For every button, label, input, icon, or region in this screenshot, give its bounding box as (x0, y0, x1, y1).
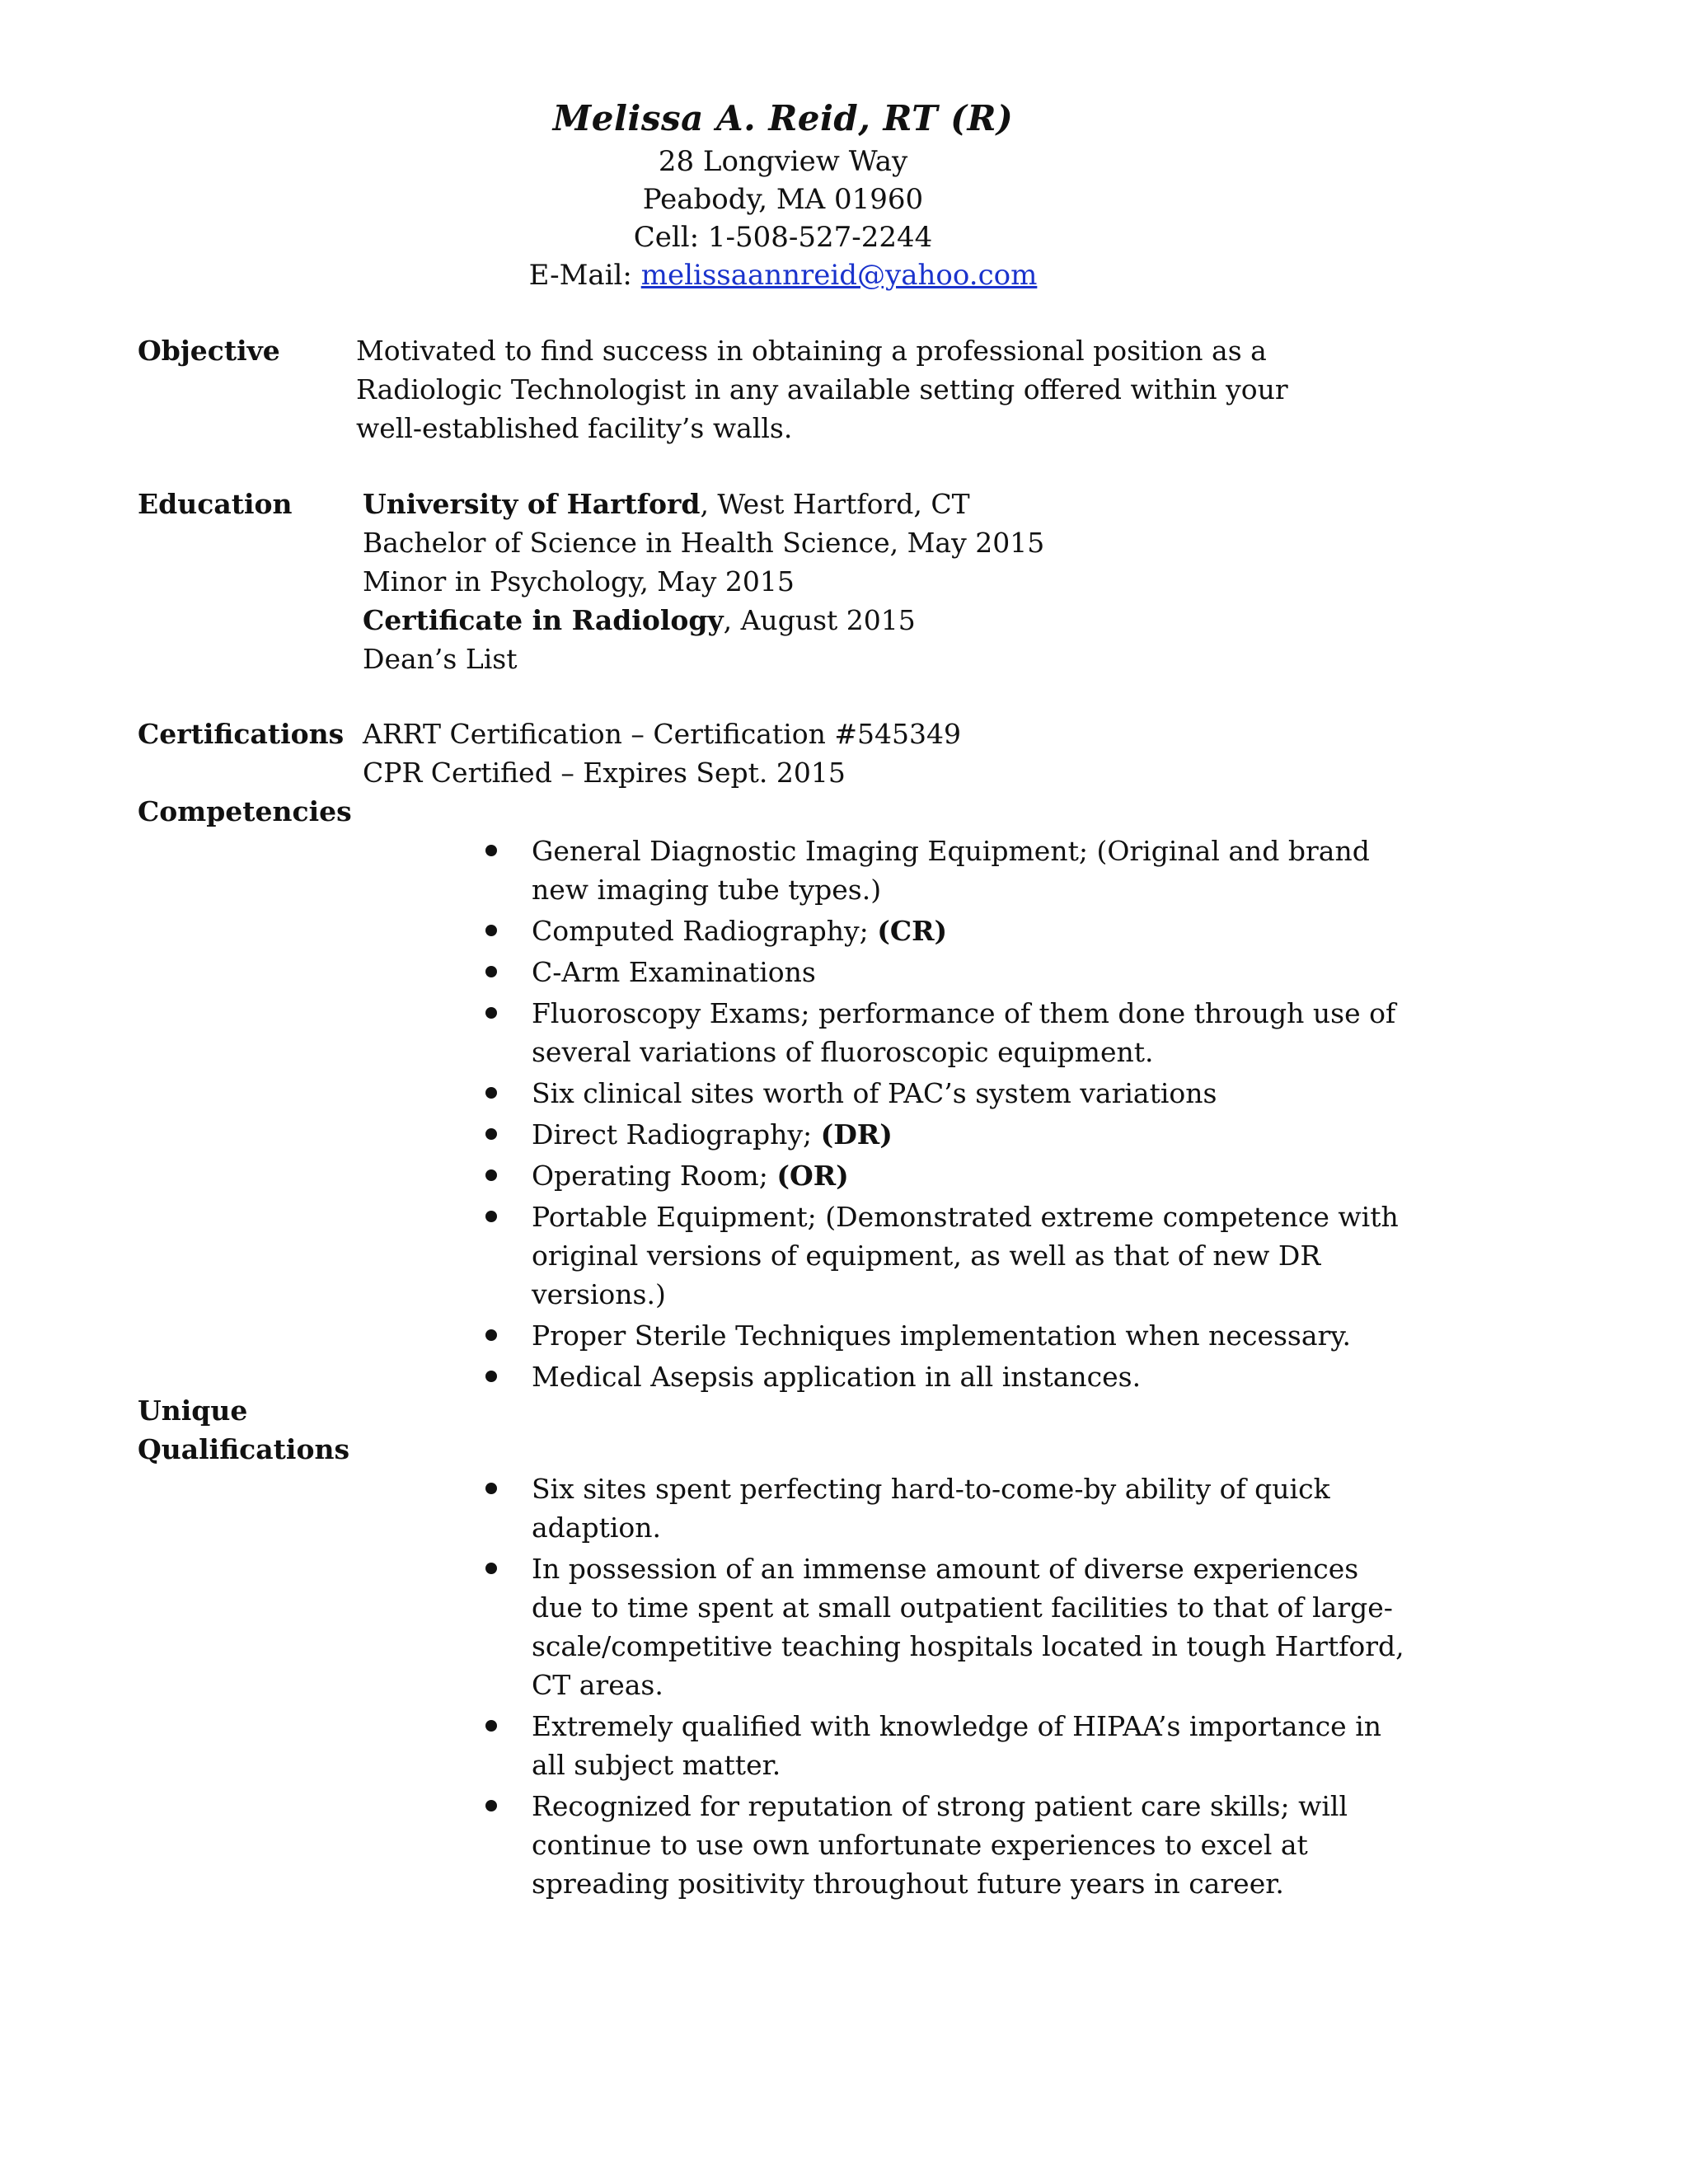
list-item: General Diagnostic Imaging Equipment; (Original and brand new imaging tube types.) (532, 832, 1562, 909)
certificate-date: , August 2015 (723, 604, 916, 636)
objective-line: Motivated to find success in obtaining a professional position as a (356, 335, 1267, 367)
bullet-icon (485, 1563, 497, 1574)
school-name: University of Hartford (363, 488, 701, 520)
bullet-icon (485, 845, 497, 856)
certifications-label: Certifications (138, 718, 345, 750)
list-item: Extremely qualified with knowledge of HIPAA’s importance in all subject matter. (532, 1707, 1562, 1784)
list-item: In possession of an immense amount of diverse experiences due to time spent at small outpatient facilities to that of large- scale/competitive teaching hospitals located in tough Hartford, CT areas. (532, 1549, 1562, 1704)
list-item: Computed Radiography; (CR) (532, 912, 1562, 950)
list-item: Proper Sterile Techniques implementation when necessary. (532, 1316, 1562, 1355)
education-label: Education (138, 488, 293, 520)
qualifications-label: Unique Qualifications (138, 1394, 350, 1465)
school-line (363, 485, 1044, 523)
bullet-icon (485, 1483, 497, 1494)
school-location: , West Hartford, CT (700, 488, 970, 520)
list-item: Fluoroscopy Exams; performance of them done through use of several variations of fluoroscopic equipment. (532, 994, 1562, 1071)
objective-line: well-established facility’s walls. (356, 412, 793, 444)
objective-label: Objective (138, 335, 280, 367)
list-item: Direct Radiography; (DR) (532, 1115, 1562, 1154)
list-item: Operating Room; (OR) (532, 1156, 1562, 1195)
bullet-icon (485, 1720, 497, 1732)
bullet-icon (485, 1800, 497, 1811)
honor: Dean’s List (363, 643, 518, 675)
list-item: Six clinical sites worth of PAC’s system variations (532, 1074, 1562, 1113)
bullet-icon (485, 1087, 497, 1099)
competencies-label: Competencies (138, 795, 352, 827)
qualifications-list (532, 1469, 1562, 1905)
bullet-icon (485, 925, 497, 936)
bullet-icon (485, 1128, 497, 1140)
email-label: E-Mail: (528, 259, 632, 292)
certificate-line (363, 601, 1044, 640)
candidate-name: Melissa A. Reid, RT (R) (552, 98, 1014, 138)
bullet-icon (485, 1371, 497, 1382)
minor: Minor in Psychology, May 2015 (363, 565, 795, 598)
list-item: Recognized for reputation of strong patient care skills; will continue to use own unfortunate experiences to excel at spreading positivity throughout future years in career. (532, 1787, 1562, 1903)
list-item: C-Arm Examinations (532, 953, 1562, 991)
certification-item: CPR Certified – Expires Sept. 2015 (363, 757, 846, 789)
competencies-section (138, 792, 1539, 1393)
email-line (0, 256, 1566, 294)
email-link[interactable]: melissaannreid@yahoo.com (640, 259, 1038, 292)
competencies-list (532, 832, 1562, 1399)
list-item: Portable Equipment; (Demonstrated extreme competence with original versions of equipment, as well as that of new DR versions.) (532, 1197, 1562, 1314)
bullet-icon (485, 1211, 497, 1222)
certification-item: ARRT Certification – Certification #545349 (363, 718, 961, 750)
objective-line: Radiologic Technologist in any available setting offered within your (356, 373, 1288, 405)
cell-phone: Cell: 1-508-527-2244 (633, 221, 933, 254)
objective-text (356, 331, 1288, 448)
degree: Bachelor of Science in Health Science, May 2015 (363, 527, 1045, 559)
address-line-1: 28 Longview Way (658, 145, 908, 178)
bullet-icon (485, 1169, 497, 1181)
certifications-text (363, 715, 961, 792)
address-line-2: Peabody, MA 01960 (642, 183, 924, 216)
resume-header (0, 95, 1566, 294)
bullet-icon (485, 1329, 497, 1341)
bullet-icon (485, 1007, 497, 1019)
certificate-name: Certificate in Radiology (363, 604, 724, 636)
bullet-icon (485, 966, 497, 977)
list-item: Six sites spent perfecting hard-to-come-by ability of quick adaption. (532, 1469, 1562, 1547)
education-text (363, 485, 1044, 678)
list-item: Medical Asepsis application in all instances. (532, 1357, 1562, 1396)
